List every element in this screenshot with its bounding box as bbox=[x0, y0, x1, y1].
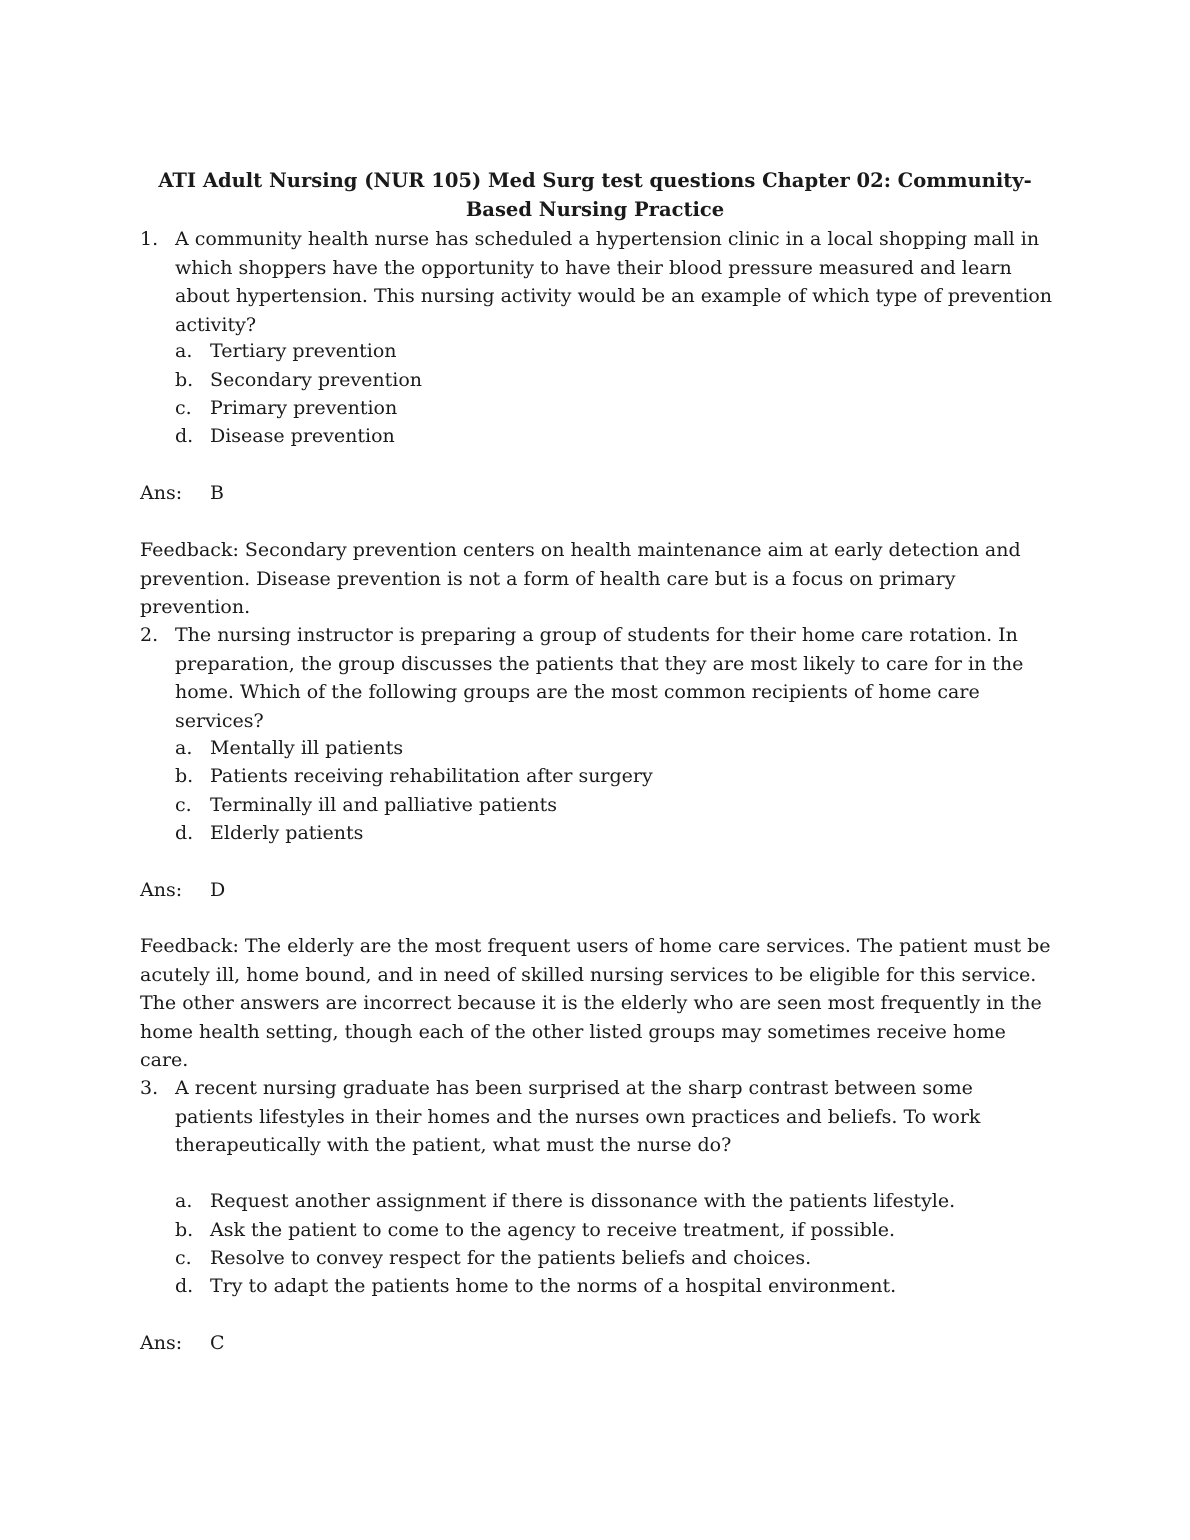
question-text: A community health nurse has scheduled a hypertension clinic in a local shopping mall in which shoppers have the opportunity to have their blood pressure measured and learn about hypertension. This nursing activity would be an example of which type of prevention activity? bbox=[175, 228, 1053, 336]
answer-label: Ans: bbox=[140, 482, 183, 504]
option-letter: b. bbox=[175, 369, 194, 391]
feedback-text: Feedback: The elderly are the most frequent users of home care services. The patient must be acutely ill, home bound, and in need of skilled nursing services to be eligible for this service. The other answers are incorrect because it is the elderly who are seen most frequently in the home health setting, though each of the other listed groups may sometimes receive home care. bbox=[140, 935, 1051, 1071]
option-letter: a. bbox=[175, 340, 193, 362]
option-letter: d. bbox=[175, 1275, 194, 1297]
answer-label: Ans: bbox=[140, 1332, 183, 1354]
option-text: Request another assignment if there is dissonance with the patients lifestyle. bbox=[210, 1190, 956, 1212]
option-text: Resolve to convey respect for the patients beliefs and choices. bbox=[210, 1247, 812, 1269]
answer-option bbox=[175, 734, 403, 763]
option-text: Disease prevention bbox=[210, 425, 395, 447]
option-letter: b. bbox=[175, 765, 194, 787]
answer-value: B bbox=[210, 482, 224, 504]
answer-line bbox=[140, 479, 224, 508]
page-title: ATI Adult Nursing (NUR 105) Med Surg test questions Chapter 02: Community-Based Nursing Practice bbox=[158, 169, 1032, 221]
answer-option bbox=[175, 1187, 955, 1216]
answer-option bbox=[175, 819, 363, 848]
question-number: 1. bbox=[140, 228, 159, 250]
answer-option bbox=[175, 337, 397, 366]
option-letter: c. bbox=[175, 1247, 192, 1269]
answer-option bbox=[175, 1244, 811, 1273]
option-letter: c. bbox=[175, 794, 192, 816]
option-text: Primary prevention bbox=[210, 397, 398, 419]
answer-option bbox=[175, 422, 395, 451]
option-text: Try to adapt the patients home to the norms of a hospital environment. bbox=[210, 1275, 897, 1297]
feedback-text: Feedback: Secondary prevention centers on health maintenance aim at early detection and prevention. Disease prevention is not a form of health care but is a focus on primary prevention. bbox=[140, 539, 1021, 618]
answer-value: D bbox=[210, 879, 226, 901]
answer-option bbox=[175, 1272, 896, 1301]
answer-option bbox=[175, 1216, 895, 1245]
option-letter: b. bbox=[175, 1219, 194, 1241]
answer-option bbox=[175, 762, 653, 791]
option-letter: a. bbox=[175, 737, 193, 759]
question-number: 3. bbox=[140, 1077, 159, 1099]
answer-option bbox=[175, 791, 557, 820]
answer-option bbox=[175, 394, 397, 423]
option-text: Mentally ill patients bbox=[210, 737, 404, 759]
answer-label: Ans: bbox=[140, 879, 183, 901]
option-text: Secondary prevention bbox=[210, 369, 423, 391]
option-letter: c. bbox=[175, 397, 192, 419]
option-letter: a. bbox=[175, 1190, 193, 1212]
option-text: Ask the patient to come to the agency to receive treatment, if possible. bbox=[210, 1219, 896, 1241]
option-letter: d. bbox=[175, 425, 194, 447]
option-text: Terminally ill and palliative patients bbox=[210, 794, 557, 816]
option-letter: d. bbox=[175, 822, 194, 844]
option-text: Patients receiving rehabilitation after surgery bbox=[210, 765, 653, 787]
option-text: Elderly patients bbox=[210, 822, 364, 844]
question-text: A recent nursing graduate has been surprised at the sharp contrast between some patients lifestyles in their homes and the nurses own practices and beliefs. To work therapeutically with the patient, what must the nurse do? bbox=[175, 1077, 981, 1156]
answer-value: C bbox=[210, 1332, 225, 1354]
option-text: Tertiary prevention bbox=[210, 340, 397, 362]
answer-line bbox=[140, 876, 225, 905]
question-number: 2. bbox=[140, 624, 159, 646]
answer-line bbox=[140, 1329, 225, 1358]
answer-option bbox=[175, 366, 422, 395]
question-text: The nursing instructor is preparing a group of students for their home care rotation. In preparation, the group discusses the patients that they are most likely to care for in the home. Which of the following groups are the most common recipients of home care services? bbox=[175, 624, 1024, 732]
